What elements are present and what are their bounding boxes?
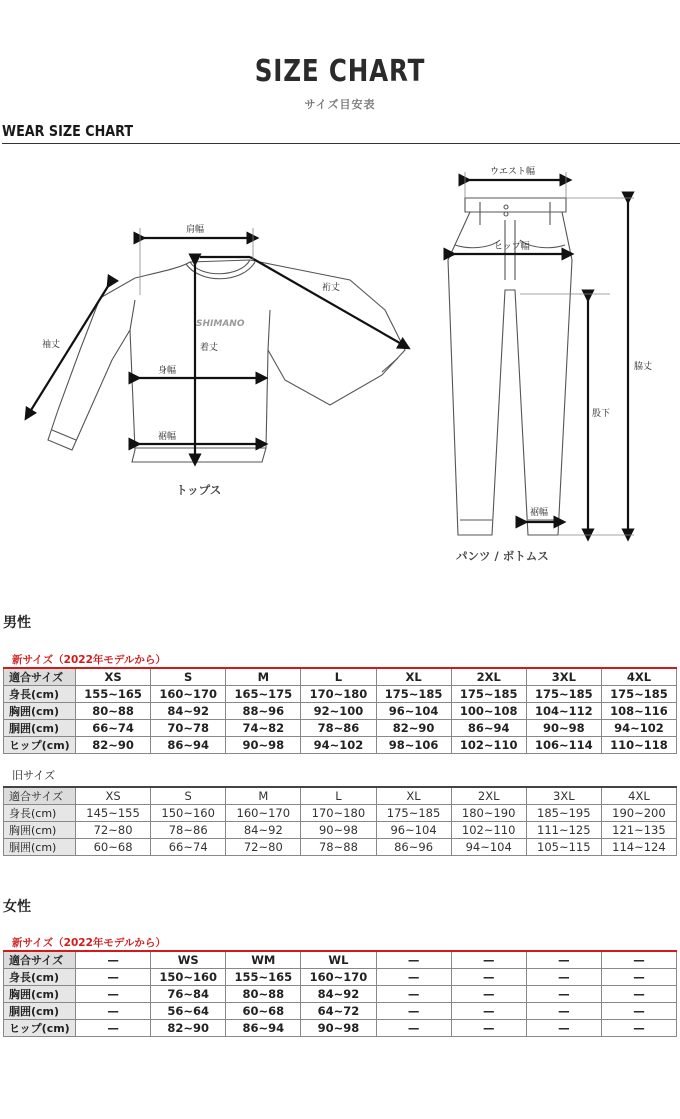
- size-header-cell: 2XL: [451, 668, 526, 686]
- table-cell: 64~72: [301, 1003, 376, 1020]
- section-title: WEAR SIZE CHART: [2, 122, 134, 140]
- size-header-cell: M: [226, 787, 301, 805]
- table-row: [4, 805, 677, 822]
- table-cell: 160~170: [151, 686, 226, 703]
- table-cell: 100~108: [451, 703, 526, 720]
- size-header-cell: —: [451, 951, 526, 969]
- table-cell: 56~64: [151, 1003, 226, 1020]
- size-header-row: [4, 668, 677, 686]
- table-cell: 150~160: [151, 805, 226, 822]
- table-cell: 170~180: [301, 686, 376, 703]
- table-cell: 160~170: [226, 805, 301, 822]
- men-title: 男性: [3, 615, 31, 631]
- women-new-label: 新サイズ（2022年モデルから）: [12, 937, 166, 949]
- table-row: [4, 1003, 677, 1020]
- size-header-cell: XL: [376, 668, 451, 686]
- table-cell: 175~185: [376, 805, 451, 822]
- row-label: ヒップ(cm): [4, 737, 76, 754]
- table-row: [4, 822, 677, 839]
- table-cell: 94~104: [451, 839, 526, 856]
- row-label: 適合サイズ: [4, 787, 76, 805]
- men-old-label: 旧サイズ: [12, 769, 56, 782]
- men-old-table: [3, 786, 677, 856]
- table-cell: —: [451, 1020, 526, 1037]
- table-cell: 90~98: [301, 822, 376, 839]
- row-label: 胴囲(cm): [4, 1003, 76, 1020]
- table-cell: —: [376, 986, 451, 1003]
- label-hem-top: 裾幅: [158, 432, 177, 442]
- size-header-cell: L: [301, 787, 376, 805]
- row-label: 胸囲(cm): [4, 822, 76, 839]
- label-shoulder: 肩幅: [186, 225, 205, 235]
- table-cell: 160~170: [301, 969, 376, 986]
- table-cell: 74~82: [226, 720, 301, 737]
- size-header-cell: —: [526, 951, 601, 969]
- table-cell: —: [526, 986, 601, 1003]
- section-header: [2, 122, 680, 144]
- table-cell: 76~84: [151, 986, 226, 1003]
- size-header-cell: —: [601, 951, 676, 969]
- table-cell: 185~195: [526, 805, 601, 822]
- size-header-cell: WM: [226, 951, 301, 969]
- table-row: [4, 969, 677, 986]
- table-row: [4, 686, 677, 703]
- page-title: SIZE CHART: [254, 54, 426, 89]
- row-label: 胸囲(cm): [4, 986, 76, 1003]
- table-cell: —: [601, 969, 676, 986]
- table-cell: 102~110: [451, 822, 526, 839]
- table-cell: 98~106: [376, 737, 451, 754]
- size-header-cell: 3XL: [526, 668, 601, 686]
- table-cell: 106~114: [526, 737, 601, 754]
- label-outseam: 脇丈: [634, 362, 653, 372]
- size-header-row: [4, 951, 677, 969]
- row-label: 胸囲(cm): [4, 703, 76, 720]
- table-cell: 72~80: [76, 822, 151, 839]
- table-cell: 78~88: [301, 839, 376, 856]
- table-cell: 108~116: [601, 703, 676, 720]
- label-inseam: 股下: [592, 409, 611, 419]
- table-row: [4, 703, 677, 720]
- table-cell: 60~68: [226, 1003, 301, 1020]
- table-cell: —: [601, 986, 676, 1003]
- table-cell: 155~165: [226, 969, 301, 986]
- table-cell: —: [526, 1020, 601, 1037]
- table-cell: 150~160: [151, 969, 226, 986]
- table-cell: 72~80: [226, 839, 301, 856]
- table-cell: 155~165: [76, 686, 151, 703]
- size-header-cell: 4XL: [601, 787, 676, 805]
- table-cell: —: [451, 1003, 526, 1020]
- table-cell: 94~102: [601, 720, 676, 737]
- table-cell: 110~118: [601, 737, 676, 754]
- table-cell: 80~88: [76, 703, 151, 720]
- label-sleeve: 袖丈: [42, 340, 61, 350]
- row-label: 身長(cm): [4, 969, 76, 986]
- size-header-cell: S: [151, 668, 226, 686]
- row-label: ヒップ(cm): [4, 1020, 76, 1037]
- label-chest: 身幅: [158, 366, 177, 376]
- table-cell: 70~78: [151, 720, 226, 737]
- size-header-cell: 4XL: [601, 668, 676, 686]
- size-header-cell: L: [301, 668, 376, 686]
- table-cell: 102~110: [451, 737, 526, 754]
- size-header-cell: WL: [301, 951, 376, 969]
- size-header-cell: M: [226, 668, 301, 686]
- table-row: [4, 839, 677, 856]
- table-cell: 80~88: [226, 986, 301, 1003]
- row-label: 身長(cm): [4, 805, 76, 822]
- size-header-cell: 2XL: [451, 787, 526, 805]
- table-cell: 86~94: [451, 720, 526, 737]
- table-cell: 104~112: [526, 703, 601, 720]
- table-cell: —: [376, 969, 451, 986]
- table-cell: —: [601, 1003, 676, 1020]
- women-new-table: [3, 950, 677, 1037]
- size-header-cell: WS: [151, 951, 226, 969]
- size-header-cell: —: [76, 951, 151, 969]
- label-hem-pants: 裾幅: [530, 508, 549, 518]
- size-header-cell: XL: [376, 787, 451, 805]
- table-row: [4, 720, 677, 737]
- table-cell: 86~94: [226, 1020, 301, 1037]
- row-label: 胴囲(cm): [4, 839, 76, 856]
- table-cell: —: [76, 1020, 151, 1037]
- size-header-cell: XS: [76, 787, 151, 805]
- table-cell: 84~92: [301, 986, 376, 1003]
- table-cell: 175~185: [451, 686, 526, 703]
- size-header-cell: S: [151, 787, 226, 805]
- table-cell: 88~96: [226, 703, 301, 720]
- table-cell: 78~86: [151, 822, 226, 839]
- table-cell: —: [376, 1003, 451, 1020]
- size-header-row: [4, 787, 677, 805]
- table-cell: 121~135: [601, 822, 676, 839]
- table-row: [4, 737, 677, 754]
- size-header-cell: 3XL: [526, 787, 601, 805]
- table-cell: —: [601, 1020, 676, 1037]
- label-hip: ヒップ幅: [494, 242, 530, 252]
- table-cell: 86~96: [376, 839, 451, 856]
- label-waist: ウエスト幅: [490, 167, 536, 177]
- table-cell: 90~98: [526, 720, 601, 737]
- table-cell: 90~98: [301, 1020, 376, 1037]
- table-cell: 175~185: [601, 686, 676, 703]
- table-cell: 96~104: [376, 703, 451, 720]
- table-cell: 96~104: [376, 822, 451, 839]
- table-cell: 86~94: [151, 737, 226, 754]
- table-cell: 165~175: [226, 686, 301, 703]
- table-cell: 90~98: [226, 737, 301, 754]
- table-cell: 94~102: [301, 737, 376, 754]
- table-cell: 111~125: [526, 822, 601, 839]
- row-label: 適合サイズ: [4, 668, 76, 686]
- shirt-logo: SHIMANO: [196, 319, 245, 329]
- table-cell: 82~90: [376, 720, 451, 737]
- table-cell: 170~180: [301, 805, 376, 822]
- row-label: 適合サイズ: [4, 951, 76, 969]
- table-cell: 175~185: [526, 686, 601, 703]
- size-header-cell: XS: [76, 668, 151, 686]
- table-cell: —: [526, 969, 601, 986]
- page-subtitle: サイズ目安表: [304, 98, 376, 111]
- table-cell: 82~90: [76, 737, 151, 754]
- table-cell: —: [76, 1003, 151, 1020]
- table-cell: 92~100: [301, 703, 376, 720]
- pants-caption: パンツ / ボトムス: [456, 549, 549, 563]
- table-cell: 84~92: [226, 822, 301, 839]
- table-cell: —: [76, 986, 151, 1003]
- table-cell: 190~200: [601, 805, 676, 822]
- table-row: [4, 986, 677, 1003]
- measurement-diagram: [0, 150, 680, 580]
- label-sleeve-center: 裄丈: [322, 283, 341, 293]
- men-new-label: 新サイズ（2022年モデルから）: [12, 654, 166, 666]
- table-cell: —: [376, 1020, 451, 1037]
- table-cell: 66~74: [151, 839, 226, 856]
- size-header-cell: —: [376, 951, 451, 969]
- table-cell: 105~115: [526, 839, 601, 856]
- table-cell: 145~155: [76, 805, 151, 822]
- table-cell: —: [76, 969, 151, 986]
- table-cell: —: [451, 969, 526, 986]
- table-cell: 82~90: [151, 1020, 226, 1037]
- women-title: 女性: [3, 899, 31, 915]
- men-new-table: [3, 667, 677, 754]
- table-cell: 78~86: [301, 720, 376, 737]
- row-label: 身長(cm): [4, 686, 76, 703]
- table-cell: 60~68: [76, 839, 151, 856]
- table-cell: 180~190: [451, 805, 526, 822]
- table-cell: 66~74: [76, 720, 151, 737]
- tops-caption: トップス: [176, 483, 222, 497]
- table-cell: —: [451, 986, 526, 1003]
- table-cell: —: [526, 1003, 601, 1020]
- table-cell: 114~124: [601, 839, 676, 856]
- table-cell: 84~92: [151, 703, 226, 720]
- label-length: 着丈: [200, 343, 219, 353]
- shirt-illustration: [48, 260, 405, 462]
- row-label: 胴囲(cm): [4, 720, 76, 737]
- table-cell: 175~185: [376, 686, 451, 703]
- table-row: [4, 1020, 677, 1037]
